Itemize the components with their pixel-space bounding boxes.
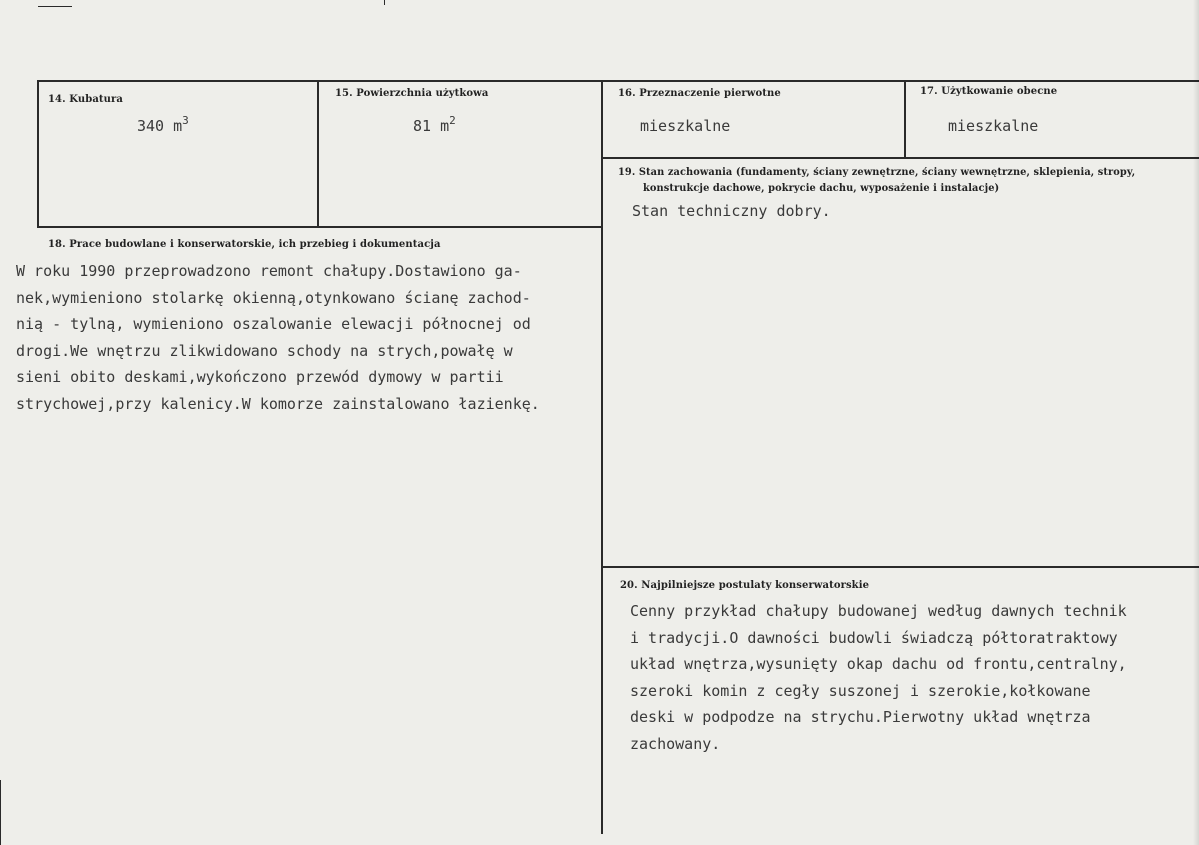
uzytkowanie-value: mieszkalne [948,117,1039,135]
col-divider-17 [904,80,906,159]
kubatura-value: 340 $m^3$ [137,114,189,135]
postulaty-line: deski w podpodze na strychu.Pierwotny układ wnętrza [630,708,1091,726]
stan-label-line1: 19. Stan zachowania (fundamenty, ściany zewnętrzne, ściany wewnętrzne, sklepienia, stropy, [618,167,1136,178]
prace-text [16,258,540,417]
przeznaczenie-label: 16. Przeznaczenie pierwotne [618,88,781,99]
prace-line: drogi.We wnętrzu zlikwidowano schody na strych,powałę w [16,341,513,360]
postulaty-label: 20. Najpilniejsze postulaty konserwatorskie [620,580,870,591]
row-divider-top [37,80,1199,82]
stan-label-line2: konstrukcje dachowe, pokrycie dachu, wyposażenie i instalacje) [643,183,1000,194]
prace-line: sieni obito deskami,wykończono przewód dymowy w partii [16,368,504,386]
powierzchnia-label: 15. Powierzchnia użytkowa [335,88,489,99]
prace-label: 18. Prace budowlane i konserwatorskie, ich przebieg i dokumentacja [48,239,441,250]
przeznaczenie-value: mieszkalne [640,117,731,135]
postulaty-line: szeroki komin z cegły suszonej i szerokie,kołkowane [630,681,1091,700]
top-edge-mark [38,6,72,7]
postulaty-line: układ wnętrza,wysunięty okap dachu od frontu,centralny, [630,655,1127,673]
postulaty-line: zachowany. [630,734,721,753]
postulaty-text [630,598,1127,757]
row-divider-19 [603,157,1199,159]
prace-line: nią - tylną, wymieniono oszalowanie elewacji północnej od [16,315,531,333]
kubatura-label: 14. Kubatura [48,94,123,105]
col-divider-14 [37,80,39,228]
left-edge-mark [0,780,1,845]
col-divider-15 [317,80,319,228]
col-divider-center [601,80,603,834]
right-edge-shadow [1193,0,1199,845]
row-divider-20 [603,566,1199,568]
top-edge-tick [384,0,385,5]
prace-line: nek,wymieniono stolarkę okienną,otynkowano ścianę zachod- [16,288,531,307]
postulaty-line: i tradycji.O dawności budowli świadczą półtoratraktowy [630,628,1118,647]
prace-line: W roku 1990 przeprowadzono remont chałupy.Dostawiono ga- [16,262,522,280]
powierzchnia-value: 81 $m^2$ [413,114,456,135]
postulaty-line: Cenny przykład chałupy budowanej według dawnych technik [630,602,1127,620]
row-divider-18 [37,226,603,228]
prace-line: strychowej,przy kalenicy.W komorze zainstalowano łazienkę. [16,394,540,413]
uzytkowanie-label: 17. Użytkowanie obecne [920,86,1058,97]
stan-value: Stan techniczny dobry. [632,202,831,220]
